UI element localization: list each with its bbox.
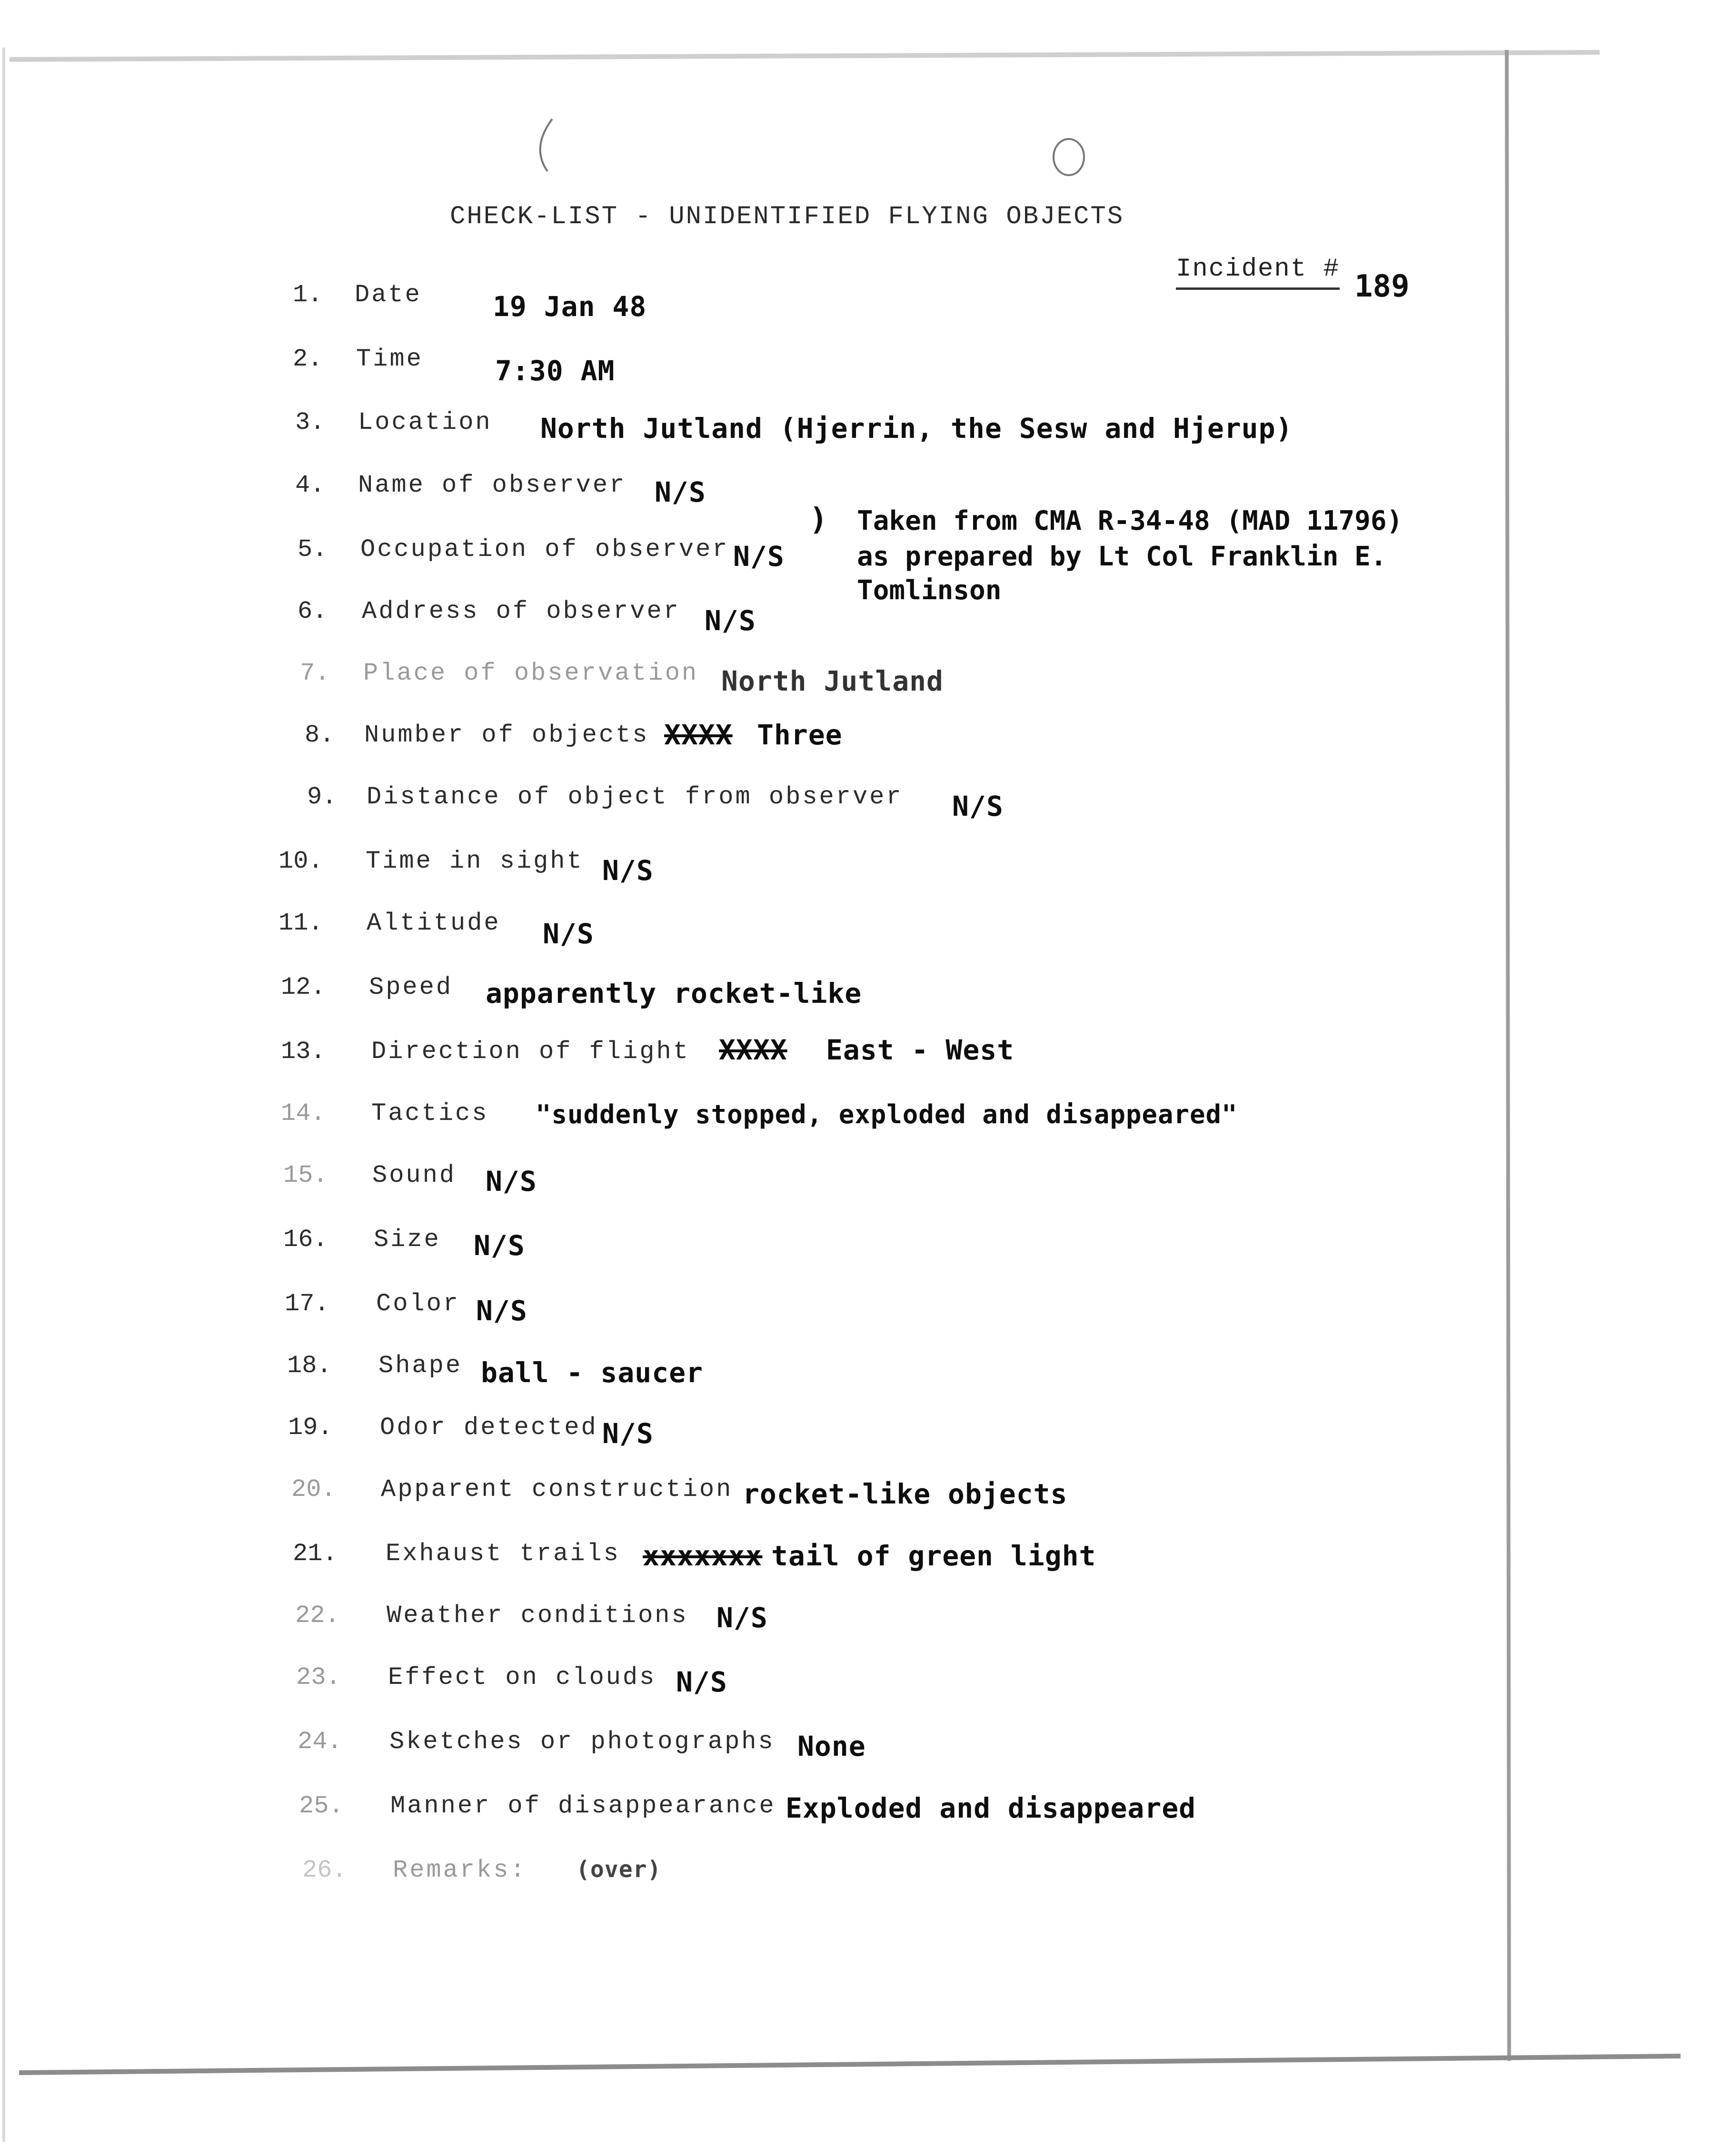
item-number: 4. bbox=[295, 471, 325, 499]
punch-hole-right bbox=[1054, 139, 1084, 175]
item-number: 13. bbox=[281, 1038, 326, 1066]
item-number: 8. bbox=[305, 721, 335, 749]
item-answer: N/S bbox=[474, 1229, 525, 1262]
document-title: CHECK-LIST - UNIDENTIFIED FLYING OBJECTS bbox=[450, 202, 1124, 231]
item-label: Direction of flight bbox=[371, 1038, 690, 1066]
item-answer: North Jutland bbox=[721, 665, 944, 697]
item-number: 9. bbox=[307, 783, 337, 811]
item-label: Sound bbox=[372, 1161, 457, 1189]
item-label: Shape bbox=[378, 1352, 463, 1380]
item-answer: N/S bbox=[716, 1602, 768, 1634]
item-label: Tactics bbox=[371, 1099, 489, 1127]
item-number: 23. bbox=[296, 1663, 341, 1691]
item-number: 19. bbox=[288, 1414, 333, 1442]
item-struck-text: XXXX bbox=[664, 719, 733, 751]
incident-label: Incident # bbox=[1176, 255, 1340, 290]
item-label: Size bbox=[374, 1226, 441, 1254]
item-label: Name of observer bbox=[358, 471, 627, 499]
top-edge bbox=[10, 52, 1600, 59]
item-label: Address of observer bbox=[362, 597, 680, 625]
punch-hole-left bbox=[540, 119, 552, 171]
item-label: Distance of object from observer bbox=[367, 783, 903, 811]
item-label: Weather conditions bbox=[387, 1602, 688, 1630]
item-answer: North Jutland (Hjerrin, the Sesw and Hjerup) bbox=[540, 412, 1293, 445]
incident-number: 189 bbox=[1354, 269, 1410, 304]
item-label: Effect on clouds bbox=[388, 1663, 657, 1691]
item-number: 26. bbox=[302, 1856, 347, 1884]
item-number: 10. bbox=[279, 847, 323, 875]
item-answer: N/S bbox=[486, 1165, 537, 1197]
item-answer: N/S bbox=[952, 790, 1004, 822]
item-number: 21. bbox=[293, 1540, 338, 1568]
item-answer: East - West bbox=[826, 1034, 1015, 1066]
item-label: Manner of disappearance bbox=[390, 1792, 776, 1820]
item-number: 17. bbox=[285, 1290, 329, 1318]
item-answer: Exploded and disappeared bbox=[786, 1792, 1196, 1824]
item-number: 16. bbox=[283, 1226, 328, 1254]
source-note-brace: ) bbox=[809, 502, 828, 537]
item-number: 14. bbox=[281, 1099, 326, 1127]
item-label: Number of objects bbox=[364, 721, 649, 749]
source-note-line-2: as prepared by Lt Col Franklin E. bbox=[857, 541, 1387, 572]
item-struck-text: xxxxxxx bbox=[643, 1540, 763, 1572]
item-struck-text: XXXX bbox=[719, 1034, 787, 1066]
item-label: Time bbox=[356, 345, 423, 373]
item-number: 22. bbox=[295, 1602, 340, 1630]
item-answer: rocket-like objects bbox=[743, 1478, 1068, 1510]
item-number: 18. bbox=[287, 1352, 332, 1380]
item-label: Date bbox=[355, 281, 422, 309]
item-label: Color bbox=[376, 1290, 460, 1318]
item-number: 25. bbox=[299, 1792, 344, 1820]
item-answer: N/S bbox=[602, 1417, 654, 1450]
item-label: Location bbox=[358, 408, 492, 436]
item-label: Speed bbox=[369, 973, 453, 1001]
item-answer: N/S bbox=[543, 918, 594, 950]
item-answer: Three bbox=[757, 719, 843, 751]
item-label: Apparent construction bbox=[381, 1475, 733, 1503]
item-answer: N/S bbox=[733, 540, 785, 573]
item-answer: tail of green light bbox=[771, 1540, 1096, 1572]
source-note-line-1: Taken from CMA R-34-48 (MAD 11796) bbox=[857, 505, 1403, 536]
item-label: Exhaust trails bbox=[386, 1540, 620, 1568]
item-answer: N/S bbox=[705, 604, 756, 637]
item-answer: N/S bbox=[676, 1666, 727, 1698]
bottom-edge bbox=[19, 2056, 1681, 2073]
item-answer: N/S bbox=[476, 1295, 527, 1327]
item-answer: 7:30 AM bbox=[495, 355, 615, 387]
item-number: 6. bbox=[298, 597, 328, 625]
item-label: Occupation of observer bbox=[360, 535, 729, 564]
item-number: 5. bbox=[298, 535, 328, 564]
item-label: Remarks: bbox=[393, 1856, 527, 1884]
item-number: 15. bbox=[283, 1161, 328, 1189]
item-label: Odor detected bbox=[380, 1414, 598, 1442]
item-answer: 19 Jan 48 bbox=[493, 290, 647, 323]
item-label: Place of observation bbox=[363, 659, 699, 687]
item-number: 2. bbox=[293, 345, 323, 373]
source-note-line-3: Tomlinson bbox=[857, 575, 1002, 606]
item-number: 20. bbox=[291, 1475, 336, 1503]
item-answer: (over) bbox=[576, 1856, 662, 1883]
item-answer: ball - saucer bbox=[481, 1356, 703, 1389]
item-answer: N/S bbox=[602, 854, 654, 887]
item-number: 3. bbox=[295, 408, 325, 436]
item-number: 24. bbox=[298, 1728, 342, 1756]
item-label: Time in sight bbox=[366, 847, 584, 875]
item-label: Altitude bbox=[367, 909, 501, 937]
item-number: 7. bbox=[300, 659, 330, 687]
item-number: 11. bbox=[279, 909, 323, 937]
item-label: Sketches or photographs bbox=[389, 1728, 775, 1756]
item-answer: "suddenly stopped, exploded and disappeared" bbox=[536, 1099, 1238, 1129]
item-number: 1. bbox=[293, 281, 323, 309]
item-number: 12. bbox=[281, 973, 326, 1001]
item-answer: None bbox=[797, 1730, 866, 1762]
right-edge bbox=[1507, 50, 1509, 2061]
item-answer: apparently rocket-like bbox=[486, 977, 862, 1009]
item-answer: N/S bbox=[655, 476, 706, 508]
